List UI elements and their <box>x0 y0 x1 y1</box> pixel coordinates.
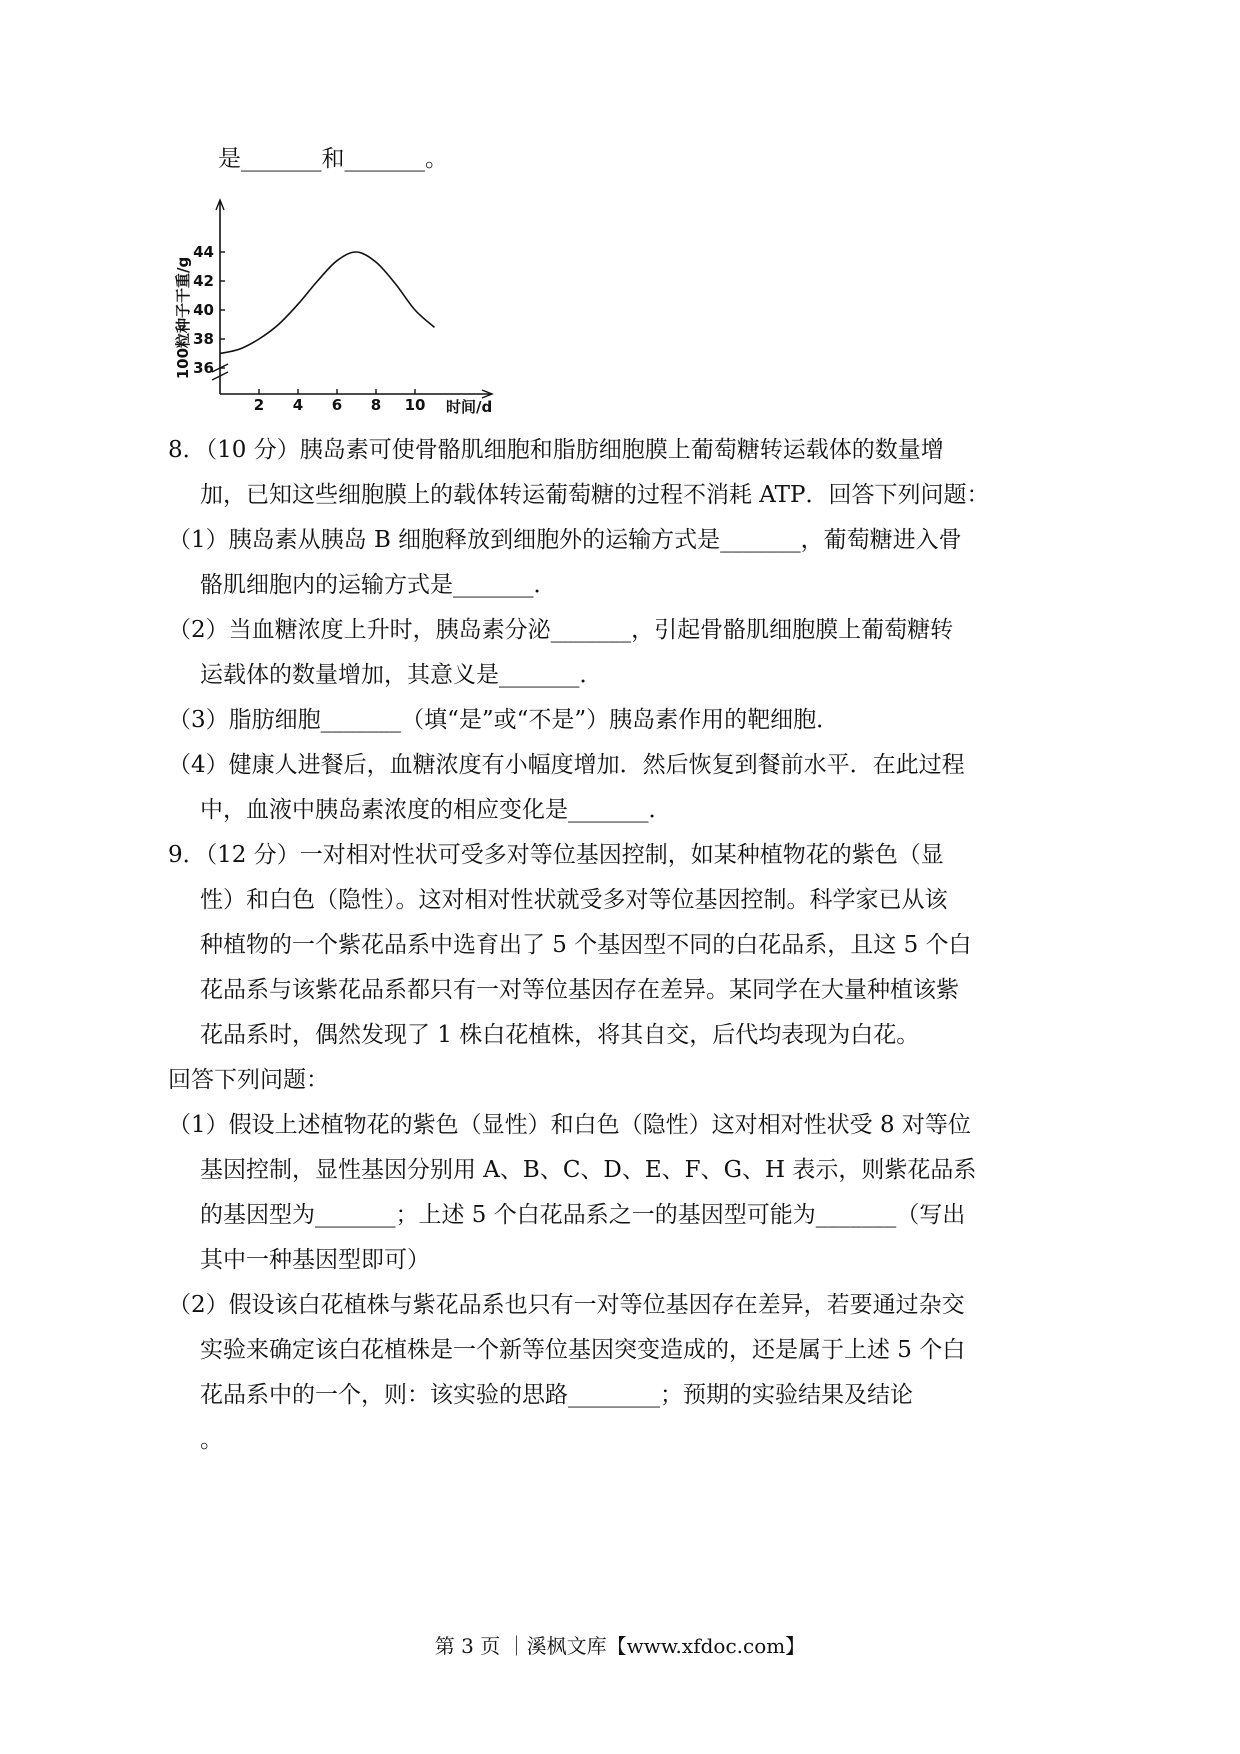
y-tick-label: 44 <box>193 243 214 261</box>
text-line: （2）假设该白花植株与紫花品系也只有一对等位基因存在差异，若要通过杂交 <box>168 1292 965 1318</box>
x-tick-label: 2 <box>253 396 265 414</box>
x-tick-label: 6 <box>331 396 343 414</box>
text-line: 。 <box>200 1427 223 1453</box>
text-line: 花品系时，偶然发现了 1 株白花植株，将其自交，后代均表现为白花。 <box>200 1022 920 1048</box>
text-line: （4）健康人进餐后，血糖浓度有小幅度增加．然后恢复到餐前水平．在此过程 <box>168 752 965 778</box>
text-line: （1）假设上述植物花的紫色（显性）和白色（隐性）这对相对性状受 8 对等位 <box>168 1112 971 1138</box>
text-line: 中，血液中胰岛素浓度的相应变化是_______． <box>200 797 672 823</box>
x-tick-label: 8 <box>370 396 382 414</box>
question-7-tail: 是_______和_______。 <box>218 146 448 172</box>
text-line: 种植物的一个紫花品系中选育出了 5 个基因型不同的白花品系，且这 5 个白 <box>200 932 972 958</box>
text-line: （2）当血糖浓度上升时，胰岛素分泌_______，引起骨骼肌细胞膜上葡萄糖转 <box>168 617 954 643</box>
text-line: 的基因型为_______；上述 5 个白花品系之一的基因型可能为_______（写出 <box>200 1202 966 1228</box>
text-line: 9．（12 分）一对相对性状可受多对等位基因控制，如某种植物花的紫色（显 <box>168 842 944 868</box>
x-tick-label: 10 <box>404 396 426 414</box>
text-line: 加，已知这些细胞膜上的载体转运葡萄糖的过程不消耗 ATP．回答下列问题： <box>200 482 990 508</box>
page-footer: 第 3 页 ｜溪枫文库【www.xfdoc.com】 <box>434 1634 806 1658</box>
y-tick-label: 38 <box>193 330 214 348</box>
y-tick-label: 42 <box>193 272 214 290</box>
y-tick-label: 36 <box>193 359 214 377</box>
text-line: 花品系与该紫花品系都只有一对等位基因存在差异。某同学在大量种植该紫 <box>200 977 959 1003</box>
text-line: 8．（10 分）胰岛素可使骨骼肌细胞和脂肪细胞膜上葡萄糖转运载体的数量增 <box>168 437 944 463</box>
text-line: 其中一种基因型即可） <box>200 1247 430 1273</box>
x-axis-label: 时间/d <box>446 398 493 416</box>
y-tick-label: 40 <box>193 301 214 319</box>
series-line <box>220 252 435 354</box>
text-line: 回答下列问题： <box>168 1067 329 1093</box>
text-line: （3）脂肪细胞_______（填“是”或“不是”）胰岛素作用的靶细胞． <box>168 707 840 733</box>
text-line: 实验来确定该白花植株是一个新等位基因突变造成的，还是属于上述 5 个白 <box>200 1337 966 1363</box>
text-line: 运载体的数量增加，其意义是_______． <box>200 662 603 688</box>
text-line: 花品系中的一个，则：该实验的思路________；预期的实验结果及结论 <box>200 1382 913 1408</box>
text-line: 基因控制，显性基因分别用 A、B、C、D、E、F、G、H 表示，则紫花品系 <box>200 1157 977 1183</box>
text-line: 骼肌细胞内的运输方式是_______． <box>200 572 557 598</box>
text-line: 性）和白色（隐性）。这对相对性状就受多对等位基因控制。科学家已从该 <box>200 887 948 913</box>
y-axis-label: 100粒种子干重/g <box>174 256 192 380</box>
x-tick-label: 4 <box>292 396 304 414</box>
text-line: （1）胰岛素从胰岛 B 细胞释放到细胞外的运输方式是_______，葡萄糖进入骨 <box>168 527 962 553</box>
